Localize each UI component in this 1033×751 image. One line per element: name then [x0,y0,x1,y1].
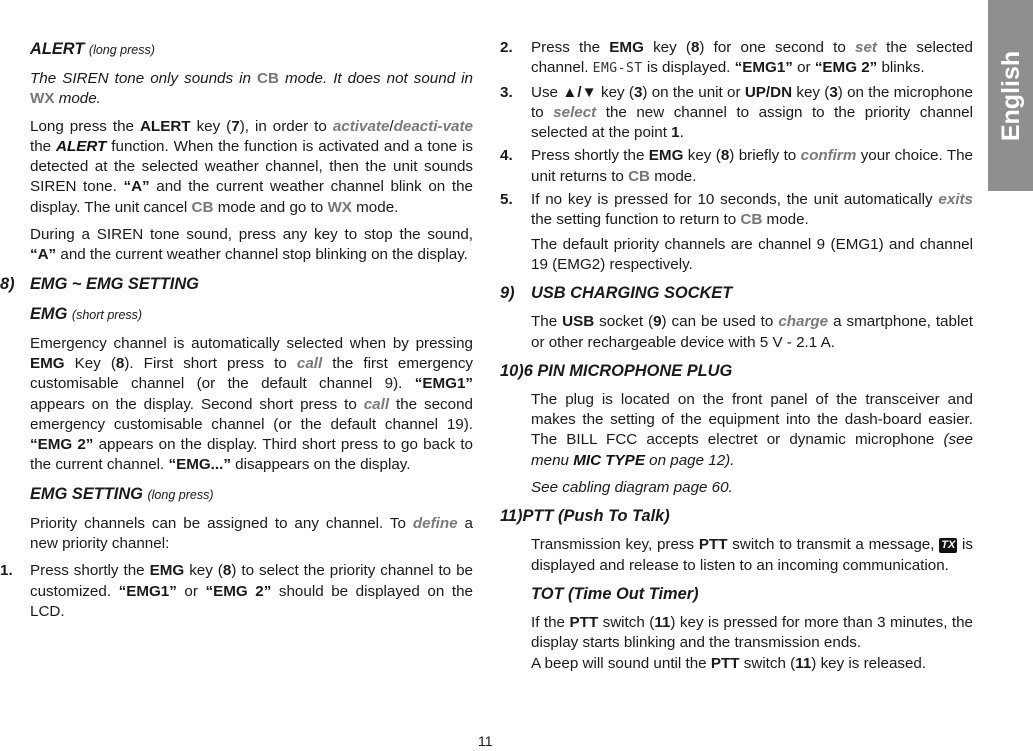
section-11-heading: 11)PTT (Push To Talk) [500,507,670,526]
section-8-heading: 8) EMG ~ EMG SETTING [0,274,199,293]
alert-stop-text: During a SIREN tone sound, press any key to stop the sound, “A” and the current weather channel stop blinking on the display. [30,226,473,264]
language-tab-label: English [996,50,1025,141]
ptt-text: Transmission key, press PTT switch to transmit a message, TX is displayed and release to listen to an incoming communication. [531,536,973,574]
lcd-emg-st: EMG-ST [592,61,643,77]
up-down-arrow-icon: ▲/▼ [562,83,597,101]
tot-heading: TOT (Time Out Timer) [531,584,699,603]
step-3: 3. Use ▲/▼ key (3) on the unit or UP/DN key (3) on the microphone to select the new channel to assign to the priority channel selected at the point 1. [500,83,973,142]
page-number: 11 [478,733,493,749]
section-10-heading: 10)6 PIN MICROPHONE PLUG [500,361,733,380]
language-tab [988,0,1033,191]
alert-long-press-text: Long press the ALERT key (7), in order to activate/deacti-vate the ALERT function. When the function is activated and a tone is detected at the selected weather channel, then the unit sounds SIREN tone. “A” and the current weather channel blink on the display. The unit cancel CB mode and go to WX mode. [30,117,473,216]
step-5: 5. If no key is pressed for 10 seconds, the unit automatically exits the setting function to return to CB mode. [500,191,973,229]
alert-heading: ALERT (long press) [30,40,155,58]
step-2: 2. Press the EMG key (8) for one second to set the selected channel. EMG-ST is displayed. “EMG1” or “EMG 2” blinks. [500,39,973,77]
emg-setting-text: Priority channels can be assigned to any channel. To define a new priority channel: [30,514,473,553]
alert-siren-note: The SIREN tone only sounds in CB mode. It does not sound in WX mode. [30,70,473,108]
right-column [500,38,973,681]
emg-setting-heading: EMG SETTING (long press) [30,484,214,503]
step-1: 1. Press shortly the EMG key (8) to select the priority channel to be customized. “EMG1” or “EMG 2” should be displayed on the LCD. [0,562,474,620]
cabling-note: See cabling diagram page 60. [531,479,733,497]
default-channels-note: The default priority channels are channel 9 (EMG1) and channel 19 (EMG2) respectively. [531,235,973,273]
mic-plug-text: The plug is located on the front panel of the transceiver and makes the setting of the equipment into the dash-board easier. The BILL FCC accepts electret or dynamic microphone (see menu MIC TYPE on page 12). [531,390,973,469]
section-9-heading: 9) USB CHARGING SOCKET [500,284,733,303]
beep-text: A beep will sound until the PTT switch (11) key is released. [531,654,927,672]
emg-heading: EMG (short press) [30,304,143,323]
tot-text: If the PTT switch (11) key is pressed for more than 3 minutes, the display starts blinking and the transmission ends. [531,613,973,652]
emg-short-press-text: Emergency channel is automatically selected when by pressing EMG Key (8). First short press to call the first emergency customisable channel (or the default channel 9). “EMG1” appears on the display. Second short press to call the second emergency customisable channel (or the default channel 19). “EMG 2” appears on the display. Third short press to go back to the current channel. “EMG...” disappears on the display. [30,334,474,474]
left-column [0,38,474,625]
usb-socket-text: The USB socket (9) can be used to charge a smartphone, tablet or other rechargeable device with 5 V - 2.1 A. [531,313,973,351]
tx-indicator-icon: TX [941,539,956,552]
step-4: 4. Press shortly the EMG key (8) briefly to confirm your choice. The unit returns to CB mode. [500,147,973,185]
